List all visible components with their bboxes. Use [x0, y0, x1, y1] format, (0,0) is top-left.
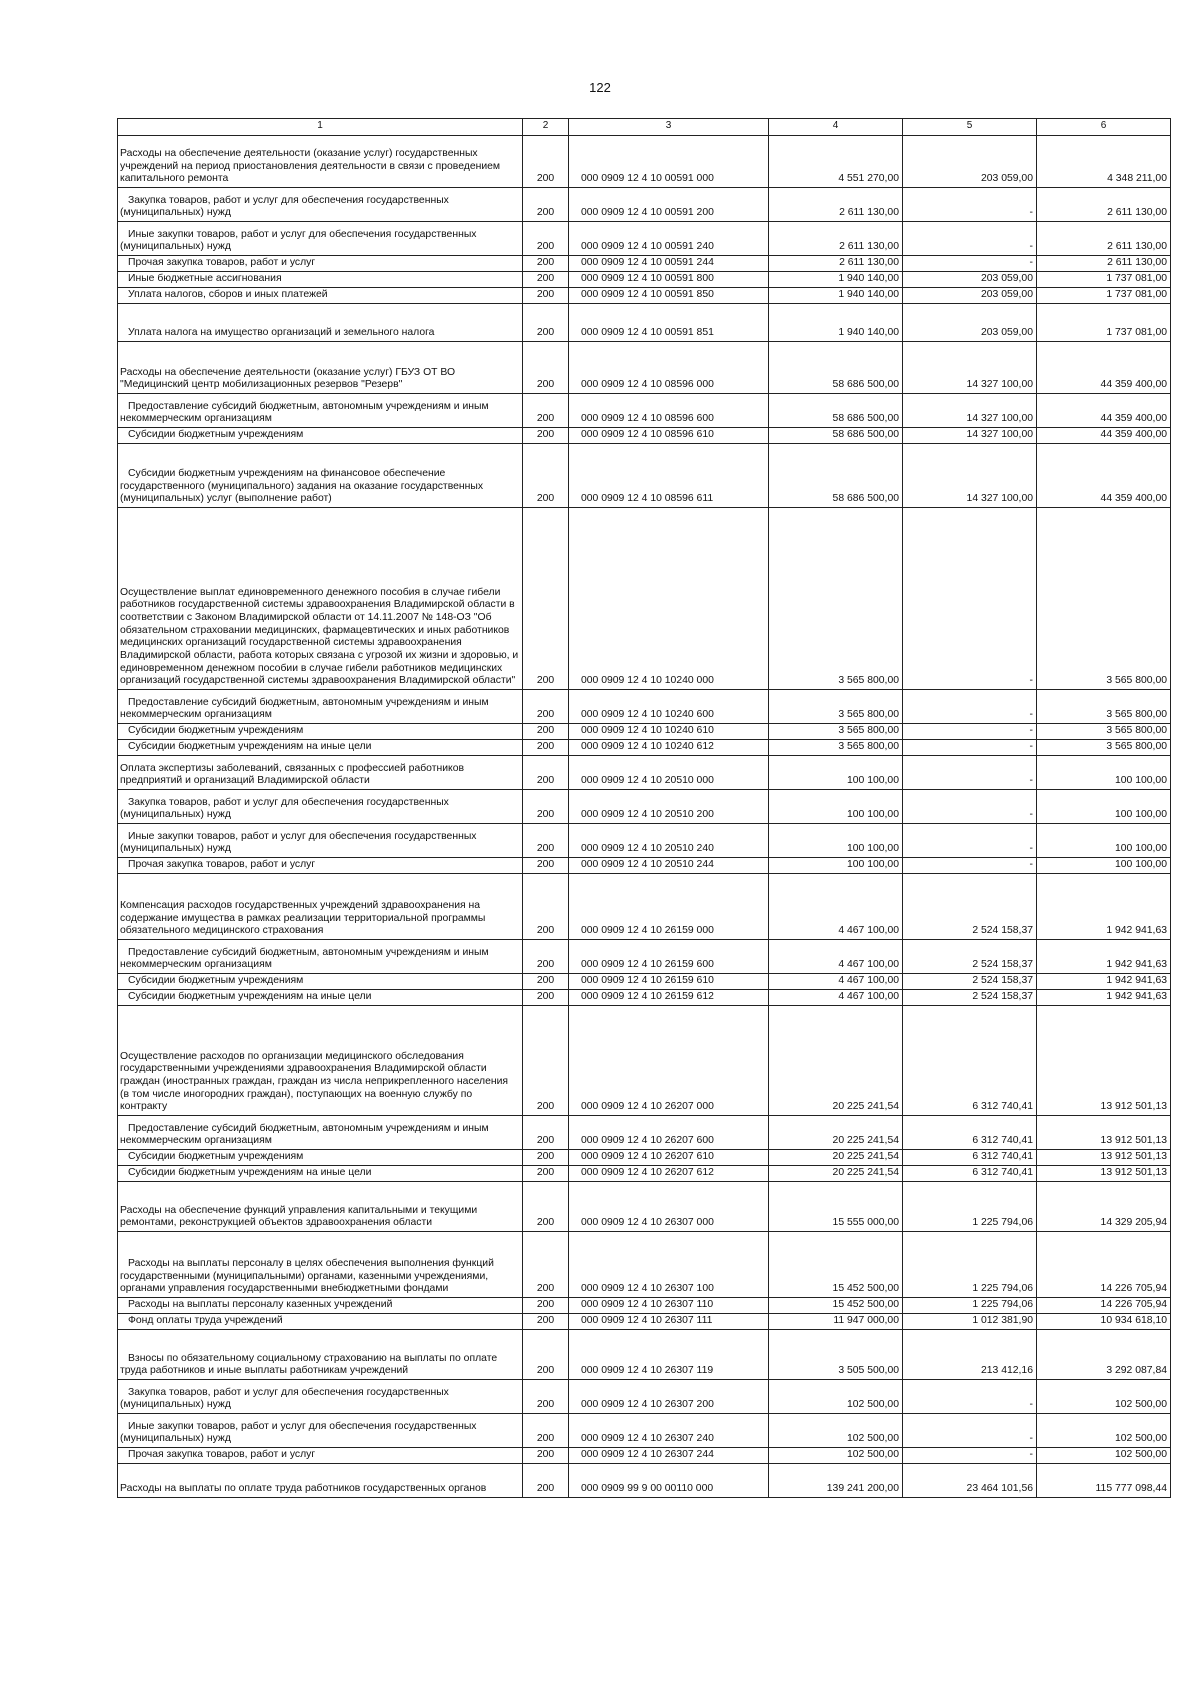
- row-approved-amount: 1 940 140,00: [769, 272, 903, 288]
- row-executed-amount: 14 327 100,00: [903, 342, 1037, 394]
- row-unexecuted-amount: 10 934 618,10: [1037, 1314, 1171, 1330]
- table-row: [118, 974, 1171, 990]
- row-budget-code: 000 0909 12 4 10 08596 611: [569, 444, 769, 508]
- row-description: Субсидии бюджетным учреждениям на иные цели: [118, 990, 523, 1006]
- row-line-code: 200: [523, 724, 569, 740]
- row-budget-code: 000 0909 12 4 10 10240 600: [569, 690, 769, 724]
- row-approved-amount: 58 686 500,00: [769, 394, 903, 428]
- row-line-code: 200: [523, 1182, 569, 1232]
- row-description: Расходы на выплаты по оплате труда работников государственных органов: [118, 1464, 523, 1498]
- row-unexecuted-amount: 100 100,00: [1037, 858, 1171, 874]
- row-line-code: 200: [523, 990, 569, 1006]
- row-description: Субсидии бюджетным учреждениям: [118, 428, 523, 444]
- table-row: [118, 342, 1171, 394]
- row-executed-amount: -: [903, 858, 1037, 874]
- row-unexecuted-amount: 3 565 800,00: [1037, 724, 1171, 740]
- table-row: [118, 790, 1171, 824]
- row-line-code: 200: [523, 1150, 569, 1166]
- table-row: [118, 188, 1171, 222]
- row-unexecuted-amount: 3 565 800,00: [1037, 508, 1171, 690]
- table-row: [118, 256, 1171, 272]
- row-unexecuted-amount: 14 226 705,94: [1037, 1298, 1171, 1314]
- row-line-code: 200: [523, 874, 569, 940]
- row-unexecuted-amount: 102 500,00: [1037, 1448, 1171, 1464]
- row-unexecuted-amount: 2 611 130,00: [1037, 188, 1171, 222]
- row-approved-amount: 4 467 100,00: [769, 940, 903, 974]
- row-budget-code: 000 0909 12 4 10 26307 119: [569, 1330, 769, 1380]
- row-description: Расходы на обеспечение деятельности (оказание услуг) ГБУЗ ОТ ВО "Медицинский центр мобилизационных резервов "Резерв": [118, 342, 523, 394]
- row-description: Субсидии бюджетным учреждениям: [118, 724, 523, 740]
- row-budget-code: 000 0909 12 4 10 00591 800: [569, 272, 769, 288]
- row-line-code: 200: [523, 444, 569, 508]
- row-budget-code: 000 0909 12 4 10 08596 610: [569, 428, 769, 444]
- row-description: Расходы на обеспечение функций управления капитальными и текущими ремонтами, реконструкцией объектов здравоохранения области: [118, 1182, 523, 1232]
- row-approved-amount: 139 241 200,00: [769, 1464, 903, 1498]
- table-row: [118, 288, 1171, 304]
- row-budget-code: 000 0909 12 4 10 00591 851: [569, 304, 769, 342]
- row-unexecuted-amount: 2 611 130,00: [1037, 256, 1171, 272]
- row-unexecuted-amount: 14 226 705,94: [1037, 1232, 1171, 1298]
- table-body: [118, 136, 1171, 1498]
- row-executed-amount: 6 312 740,41: [903, 1116, 1037, 1150]
- table-row: [118, 740, 1171, 756]
- row-executed-amount: 14 327 100,00: [903, 444, 1037, 508]
- table-row: [118, 940, 1171, 974]
- row-line-code: 200: [523, 1380, 569, 1414]
- row-description: Субсидии бюджетным учреждениям на иные цели: [118, 740, 523, 756]
- row-unexecuted-amount: 100 100,00: [1037, 756, 1171, 790]
- row-approved-amount: 3 565 800,00: [769, 690, 903, 724]
- row-executed-amount: -: [903, 222, 1037, 256]
- row-approved-amount: 3 565 800,00: [769, 740, 903, 756]
- table-row: [118, 394, 1171, 428]
- row-line-code: 200: [523, 740, 569, 756]
- row-budget-code: 000 0909 12 4 10 10240 612: [569, 740, 769, 756]
- row-budget-code: 000 0909 12 4 10 26159 600: [569, 940, 769, 974]
- row-approved-amount: 4 467 100,00: [769, 874, 903, 940]
- row-description: Фонд оплаты труда учреждений: [118, 1314, 523, 1330]
- row-executed-amount: -: [903, 756, 1037, 790]
- row-budget-code: 000 0909 12 4 10 26307 110: [569, 1298, 769, 1314]
- row-budget-code: 000 0909 12 4 10 00591 244: [569, 256, 769, 272]
- row-line-code: 200: [523, 756, 569, 790]
- row-executed-amount: 203 059,00: [903, 304, 1037, 342]
- row-line-code: 200: [523, 256, 569, 272]
- table-row: [118, 1448, 1171, 1464]
- row-executed-amount: 2 524 158,37: [903, 990, 1037, 1006]
- row-unexecuted-amount: 44 359 400,00: [1037, 444, 1171, 508]
- row-unexecuted-amount: 13 912 501,13: [1037, 1150, 1171, 1166]
- row-unexecuted-amount: 44 359 400,00: [1037, 428, 1171, 444]
- header-col-5: 5: [903, 119, 1037, 136]
- row-unexecuted-amount: 4 348 211,00: [1037, 136, 1171, 188]
- table-row: [118, 1298, 1171, 1314]
- row-budget-code: 000 0909 12 4 10 26159 612: [569, 990, 769, 1006]
- row-budget-code: 000 0909 12 4 10 20510 244: [569, 858, 769, 874]
- row-budget-code: 000 0909 12 4 10 26207 000: [569, 1006, 769, 1116]
- row-executed-amount: 1 225 794,06: [903, 1298, 1037, 1314]
- row-unexecuted-amount: 100 100,00: [1037, 790, 1171, 824]
- table-row: [118, 756, 1171, 790]
- row-line-code: 200: [523, 1006, 569, 1116]
- row-description: Субсидии бюджетным учреждениям: [118, 1150, 523, 1166]
- row-description: Предоставление субсидий бюджетным, автономным учреждениям и иным некоммерческим организациям: [118, 394, 523, 428]
- row-line-code: 200: [523, 136, 569, 188]
- row-unexecuted-amount: 44 359 400,00: [1037, 342, 1171, 394]
- row-approved-amount: 100 100,00: [769, 824, 903, 858]
- table-row: [118, 1314, 1171, 1330]
- row-line-code: 200: [523, 428, 569, 444]
- row-line-code: 200: [523, 1314, 569, 1330]
- table-row: [118, 304, 1171, 342]
- row-executed-amount: 6 312 740,41: [903, 1166, 1037, 1182]
- row-line-code: 200: [523, 1166, 569, 1182]
- row-approved-amount: 20 225 241,54: [769, 1166, 903, 1182]
- row-budget-code: 000 0909 12 4 10 26307 200: [569, 1380, 769, 1414]
- row-line-code: 200: [523, 1298, 569, 1314]
- row-approved-amount: 58 686 500,00: [769, 342, 903, 394]
- row-unexecuted-amount: 3 565 800,00: [1037, 740, 1171, 756]
- row-budget-code: 000 0909 12 4 10 10240 000: [569, 508, 769, 690]
- row-approved-amount: 3 565 800,00: [769, 724, 903, 740]
- row-approved-amount: 1 940 140,00: [769, 304, 903, 342]
- row-approved-amount: 15 452 500,00: [769, 1232, 903, 1298]
- row-executed-amount: 23 464 101,56: [903, 1464, 1037, 1498]
- row-approved-amount: 3 505 500,00: [769, 1330, 903, 1380]
- table-row: [118, 1330, 1171, 1380]
- table-row: [118, 444, 1171, 508]
- row-line-code: 200: [523, 790, 569, 824]
- row-executed-amount: -: [903, 790, 1037, 824]
- table-row: [118, 990, 1171, 1006]
- row-line-code: 200: [523, 342, 569, 394]
- table-row: [118, 508, 1171, 690]
- row-description: Субсидии бюджетным учреждениям: [118, 974, 523, 990]
- row-approved-amount: 102 500,00: [769, 1380, 903, 1414]
- row-description: Оплата экспертизы заболеваний, связанных с профессией работников предприятий и организаций Владимирской области: [118, 756, 523, 790]
- row-budget-code: 000 0909 12 4 10 26159 000: [569, 874, 769, 940]
- header-col-4: 4: [769, 119, 903, 136]
- row-budget-code: 000 0909 12 4 10 26307 100: [569, 1232, 769, 1298]
- budget-table: [117, 118, 1171, 1498]
- row-unexecuted-amount: 14 329 205,94: [1037, 1182, 1171, 1232]
- row-approved-amount: 20 225 241,54: [769, 1116, 903, 1150]
- row-line-code: 200: [523, 858, 569, 874]
- row-description: Иные бюджетные ассигнования: [118, 272, 523, 288]
- row-budget-code: 000 0909 12 4 10 26207 600: [569, 1116, 769, 1150]
- row-line-code: 200: [523, 1116, 569, 1150]
- row-unexecuted-amount: 3 292 087,84: [1037, 1330, 1171, 1380]
- row-description: Иные закупки товаров, работ и услуг для обеспечения государственных (муниципальных) нужд: [118, 824, 523, 858]
- row-description: Расходы на выплаты персоналу в целях обеспечения выполнения функций государственными (муниципальными) органами, казенными учреждениями, органами управления государственными внебюджетными фондами: [118, 1232, 523, 1298]
- row-line-code: 200: [523, 272, 569, 288]
- row-executed-amount: 213 412,16: [903, 1330, 1037, 1380]
- row-line-code: 200: [523, 1232, 569, 1298]
- row-executed-amount: -: [903, 1414, 1037, 1448]
- table-row: [118, 1182, 1171, 1232]
- row-line-code: 200: [523, 1330, 569, 1380]
- row-approved-amount: 1 940 140,00: [769, 288, 903, 304]
- row-unexecuted-amount: 13 912 501,13: [1037, 1116, 1171, 1150]
- row-approved-amount: 4 551 270,00: [769, 136, 903, 188]
- row-budget-code: 000 0909 12 4 10 20510 240: [569, 824, 769, 858]
- row-description: Закупка товаров, работ и услуг для обеспечения государственных (муниципальных) нужд: [118, 188, 523, 222]
- row-executed-amount: 203 059,00: [903, 288, 1037, 304]
- header-col-6: 6: [1037, 119, 1171, 136]
- row-description: Предоставление субсидий бюджетным, автономным учреждениям и иным некоммерческим организациям: [118, 690, 523, 724]
- row-budget-code: 000 0909 12 4 10 00591 850: [569, 288, 769, 304]
- row-budget-code: 000 0909 12 4 10 26307 000: [569, 1182, 769, 1232]
- row-budget-code: 000 0909 12 4 10 20510 000: [569, 756, 769, 790]
- row-description: Расходы на выплаты персоналу казенных учреждений: [118, 1298, 523, 1314]
- row-line-code: 200: [523, 288, 569, 304]
- row-executed-amount: 2 524 158,37: [903, 974, 1037, 990]
- row-budget-code: 000 0909 12 4 10 08596 600: [569, 394, 769, 428]
- row-line-code: 200: [523, 974, 569, 990]
- table-row: [118, 874, 1171, 940]
- table-row: [118, 272, 1171, 288]
- row-executed-amount: 6 312 740,41: [903, 1150, 1037, 1166]
- row-line-code: 200: [523, 222, 569, 256]
- row-approved-amount: 102 500,00: [769, 1414, 903, 1448]
- row-budget-code: 000 0909 12 4 10 00591 200: [569, 188, 769, 222]
- row-budget-code: 000 0909 12 4 10 26207 612: [569, 1166, 769, 1182]
- row-unexecuted-amount: 1 737 081,00: [1037, 288, 1171, 304]
- row-executed-amount: -: [903, 1448, 1037, 1464]
- row-line-code: 200: [523, 690, 569, 724]
- table-row: [118, 1380, 1171, 1414]
- table-row: [118, 1414, 1171, 1448]
- row-approved-amount: 20 225 241,54: [769, 1006, 903, 1116]
- row-unexecuted-amount: 1 737 081,00: [1037, 304, 1171, 342]
- row-budget-code: 000 0909 12 4 10 20510 200: [569, 790, 769, 824]
- row-description: Закупка товаров, работ и услуг для обеспечения государственных (муниципальных) нужд: [118, 790, 523, 824]
- row-description: Взносы по обязательному социальному страхованию на выплаты по оплате труда работников и иные выплаты работникам учреждений: [118, 1330, 523, 1380]
- row-description: Прочая закупка товаров, работ и услуг: [118, 256, 523, 272]
- header-row: [118, 119, 1171, 136]
- row-unexecuted-amount: 1 942 941,63: [1037, 940, 1171, 974]
- row-unexecuted-amount: 44 359 400,00: [1037, 394, 1171, 428]
- row-approved-amount: 2 611 130,00: [769, 222, 903, 256]
- table-row: [118, 824, 1171, 858]
- row-description: Осуществление расходов по организации медицинского обследования государственными учреждениями здравоохранения Владимирской области граждан (иностранных граждан, граждан из числа неприкрепленного населения (в том числе иногородних граждан), поступающих на военную службу по контракту: [118, 1006, 523, 1116]
- row-description: Субсидии бюджетным учреждениям на финансовое обеспечение государственного (муниципального) задания на оказание государственных (муниципальных) услуг (выполнение работ): [118, 444, 523, 508]
- row-executed-amount: 2 524 158,37: [903, 940, 1037, 974]
- table-row: [118, 222, 1171, 256]
- header-col-3: 3: [569, 119, 769, 136]
- row-budget-code: 000 0909 12 4 10 00591 000: [569, 136, 769, 188]
- row-approved-amount: 15 452 500,00: [769, 1298, 903, 1314]
- table-row: [118, 1464, 1171, 1498]
- table-row: [118, 136, 1171, 188]
- row-approved-amount: 58 686 500,00: [769, 428, 903, 444]
- row-description: Предоставление субсидий бюджетным, автономным учреждениям и иным некоммерческим организациям: [118, 940, 523, 974]
- row-budget-code: 000 0909 12 4 10 26307 244: [569, 1448, 769, 1464]
- row-approved-amount: 20 225 241,54: [769, 1150, 903, 1166]
- row-description: Компенсация расходов государственных учреждений здравоохранения на содержание имущества в рамках реализации территориальной программы обязательного медицинского страхования: [118, 874, 523, 940]
- row-description: Уплата налога на имущество организаций и земельного налога: [118, 304, 523, 342]
- row-executed-amount: -: [903, 1380, 1037, 1414]
- row-description: Уплата налогов, сборов и иных платежей: [118, 288, 523, 304]
- row-executed-amount: 14 327 100,00: [903, 428, 1037, 444]
- row-unexecuted-amount: 100 100,00: [1037, 824, 1171, 858]
- row-budget-code: 000 0909 12 4 10 26207 610: [569, 1150, 769, 1166]
- row-approved-amount: 4 467 100,00: [769, 990, 903, 1006]
- row-approved-amount: 58 686 500,00: [769, 444, 903, 508]
- row-executed-amount: 1 012 381,90: [903, 1314, 1037, 1330]
- row-description: Расходы на обеспечение деятельности (оказание услуг) государственных учреждений на период приостановления деятельности в связи с проведением капитального ремонта: [118, 136, 523, 188]
- row-line-code: 200: [523, 304, 569, 342]
- row-executed-amount: 203 059,00: [903, 136, 1037, 188]
- row-line-code: 200: [523, 940, 569, 974]
- row-unexecuted-amount: 3 565 800,00: [1037, 690, 1171, 724]
- row-line-code: 200: [523, 394, 569, 428]
- row-approved-amount: 100 100,00: [769, 756, 903, 790]
- row-description: Иные закупки товаров, работ и услуг для обеспечения государственных (муниципальных) нужд: [118, 1414, 523, 1448]
- table-row: [118, 428, 1171, 444]
- row-approved-amount: 102 500,00: [769, 1448, 903, 1464]
- row-approved-amount: 100 100,00: [769, 790, 903, 824]
- table-row: [118, 1150, 1171, 1166]
- row-budget-code: 000 0909 12 4 10 26159 610: [569, 974, 769, 990]
- row-approved-amount: 2 611 130,00: [769, 256, 903, 272]
- row-executed-amount: 14 327 100,00: [903, 394, 1037, 428]
- row-line-code: 200: [523, 1414, 569, 1448]
- row-approved-amount: 100 100,00: [769, 858, 903, 874]
- row-unexecuted-amount: 1 942 941,63: [1037, 990, 1171, 1006]
- table-row: [118, 690, 1171, 724]
- row-executed-amount: -: [903, 724, 1037, 740]
- row-budget-code: 000 0909 99 9 00 00110 000: [569, 1464, 769, 1498]
- header-col-2: 2: [523, 119, 569, 136]
- row-description: Субсидии бюджетным учреждениям на иные цели: [118, 1166, 523, 1182]
- row-unexecuted-amount: 2 611 130,00: [1037, 222, 1171, 256]
- row-budget-code: 000 0909 12 4 10 26307 111: [569, 1314, 769, 1330]
- row-executed-amount: -: [903, 188, 1037, 222]
- row-executed-amount: 1 225 794,06: [903, 1232, 1037, 1298]
- row-executed-amount: -: [903, 256, 1037, 272]
- row-line-code: 200: [523, 824, 569, 858]
- row-description: Прочая закупка товаров, работ и услуг: [118, 858, 523, 874]
- page-number: 122: [589, 80, 611, 95]
- table-row: [118, 1116, 1171, 1150]
- row-description: Закупка товаров, работ и услуг для обеспечения государственных (муниципальных) нужд: [118, 1380, 523, 1414]
- row-line-code: 200: [523, 188, 569, 222]
- row-unexecuted-amount: 1 942 941,63: [1037, 974, 1171, 990]
- row-unexecuted-amount: 1 942 941,63: [1037, 874, 1171, 940]
- table-row: [118, 1166, 1171, 1182]
- row-unexecuted-amount: 13 912 501,13: [1037, 1166, 1171, 1182]
- row-budget-code: 000 0909 12 4 10 00591 240: [569, 222, 769, 256]
- table-row: [118, 858, 1171, 874]
- table-row: [118, 1232, 1171, 1298]
- row-executed-amount: 6 312 740,41: [903, 1006, 1037, 1116]
- row-budget-code: 000 0909 12 4 10 08596 000: [569, 342, 769, 394]
- row-budget-code: 000 0909 12 4 10 10240 610: [569, 724, 769, 740]
- table-row: [118, 724, 1171, 740]
- row-executed-amount: -: [903, 824, 1037, 858]
- row-unexecuted-amount: 1 737 081,00: [1037, 272, 1171, 288]
- row-line-code: 200: [523, 508, 569, 690]
- row-description: Предоставление субсидий бюджетным, автономным учреждениям и иным некоммерческим организациям: [118, 1116, 523, 1150]
- header-col-1: 1: [118, 119, 523, 136]
- row-executed-amount: 1 225 794,06: [903, 1182, 1037, 1232]
- row-unexecuted-amount: 102 500,00: [1037, 1380, 1171, 1414]
- row-executed-amount: -: [903, 690, 1037, 724]
- row-description: Осуществление выплат единовременного денежного пособия в случае гибели работников государственной системы здравоохранения Владимирской области в соответствии с Законом Владимирской области от 14.11.2007 № 148-ОЗ "Об обязательном страховании медицинских, фармацевтических и иных работников медицинских организаций государственной системы здравоохранения Владимирской области, работа которых связана с угрозой их жизни и здоровью, и единовременном денежном пособии в случае гибели работников медицинских организаций государственной системы здравоохранения Владимирской области": [118, 508, 523, 690]
- row-description: Прочая закупка товаров, работ и услуг: [118, 1448, 523, 1464]
- row-unexecuted-amount: 13 912 501,13: [1037, 1006, 1171, 1116]
- row-executed-amount: -: [903, 508, 1037, 690]
- row-approved-amount: 4 467 100,00: [769, 974, 903, 990]
- row-line-code: 200: [523, 1464, 569, 1498]
- row-executed-amount: 203 059,00: [903, 272, 1037, 288]
- row-description: Иные закупки товаров, работ и услуг для обеспечения государственных (муниципальных) нужд: [118, 222, 523, 256]
- row-approved-amount: 2 611 130,00: [769, 188, 903, 222]
- row-approved-amount: 15 555 000,00: [769, 1182, 903, 1232]
- row-approved-amount: 11 947 000,00: [769, 1314, 903, 1330]
- row-unexecuted-amount: 102 500,00: [1037, 1414, 1171, 1448]
- table-row: [118, 1006, 1171, 1116]
- row-budget-code: 000 0909 12 4 10 26307 240: [569, 1414, 769, 1448]
- row-executed-amount: 2 524 158,37: [903, 874, 1037, 940]
- row-unexecuted-amount: 115 777 098,44: [1037, 1464, 1171, 1498]
- row-approved-amount: 3 565 800,00: [769, 508, 903, 690]
- row-executed-amount: -: [903, 740, 1037, 756]
- row-line-code: 200: [523, 1448, 569, 1464]
